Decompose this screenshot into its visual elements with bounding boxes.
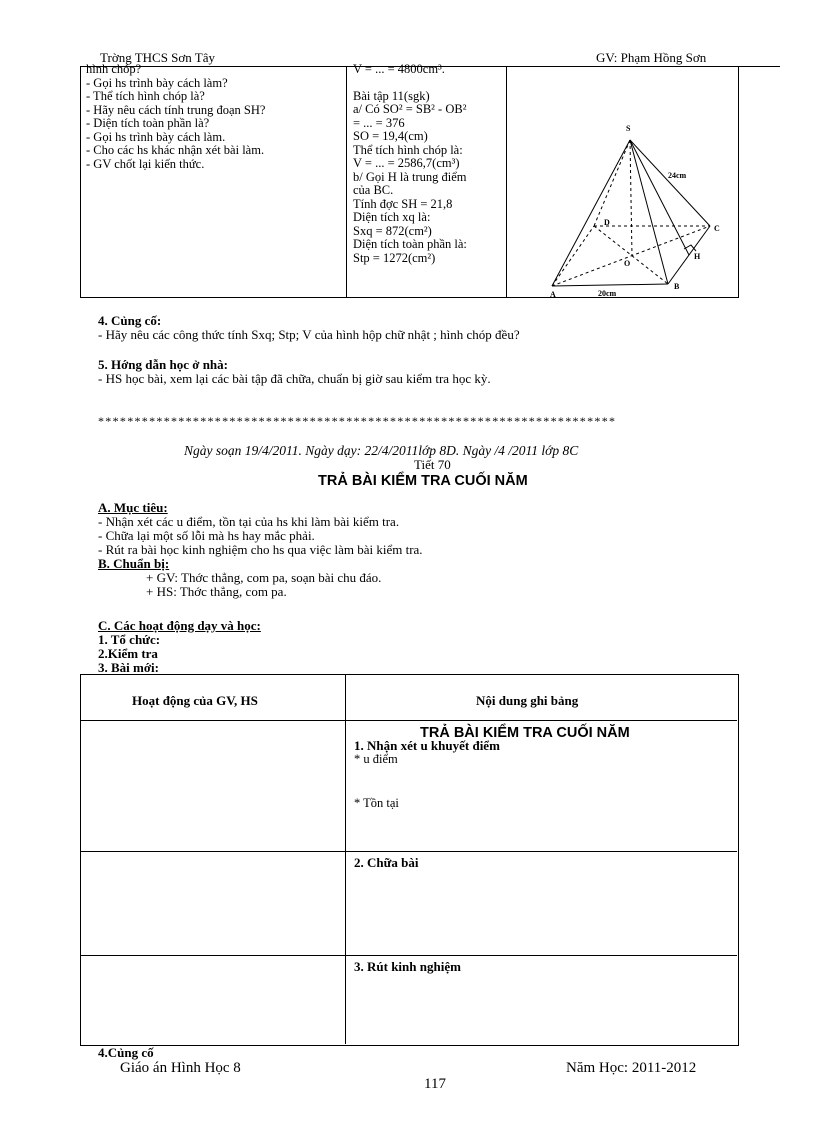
- table-header-content: Nội dung ghi bảng: [476, 693, 579, 708]
- left-line: - Hãy nêu cách tính trung đoạn SH?: [86, 102, 266, 117]
- row2-title: 2. Chữa bài: [354, 855, 419, 870]
- section-5-text: - HS học bài, xem lại các bài tập đã chữa, chuẩn bị giờ sau kiểm tra học kỳ.: [98, 371, 491, 386]
- right-line: Stp = 1272(cm²): [353, 250, 436, 265]
- right-line: Diện tích toàn phần là:: [353, 237, 467, 251]
- top-table-divider-1: [346, 67, 347, 297]
- objective-item: - Nhận xét các u điểm, tồn tại của hs khi làm bài kiểm tra.: [98, 514, 400, 529]
- right-line: V = ... = 4800cm³.: [353, 62, 445, 76]
- label-o: O: [624, 259, 631, 268]
- table-header-activities: Hoạt động của GV, HS: [132, 693, 258, 708]
- lesson-title: TRẢ BÀI KIỂM TRA CUỐI NĂM: [318, 473, 528, 489]
- row1-item-weaknesses: * Tồn tại: [354, 796, 399, 810]
- right-line: Tính đợc SH = 21,8: [353, 196, 453, 211]
- row3-title: 3. Rút kinh nghiệm: [354, 959, 461, 974]
- main-table-row-rule-1: [80, 851, 737, 852]
- main-table-row-rule-2: [80, 955, 737, 956]
- step-item: 3. Bài mới:: [98, 660, 160, 675]
- right-line: Diện tích xq là:: [353, 210, 431, 224]
- pyramid-figure: [540, 118, 730, 298]
- label-c: C: [714, 224, 720, 233]
- right-line: = ... = 376: [353, 115, 405, 130]
- edge-sa: [552, 140, 630, 286]
- left-line: - GV chốt lại kiến thức.: [86, 156, 205, 171]
- objectives-heading: A. Mục tiêu:: [98, 500, 168, 515]
- lesson-period: Tiết 70: [414, 457, 451, 472]
- right-line: V = ... = 2586,7(cm³): [353, 156, 460, 170]
- step-item: 1. Tổ chức:: [98, 632, 161, 647]
- section-4-heading: 4. Củng cố:: [98, 313, 162, 328]
- main-table-header-rule: [80, 720, 737, 721]
- top-table-right-column: [353, 63, 467, 265]
- objectives-block: [98, 501, 423, 599]
- footer-left: Giáo án Hình Học 8: [120, 1060, 241, 1076]
- left-line: - Diện tích toàn phần là?: [86, 116, 210, 130]
- label-b: B: [674, 282, 680, 291]
- height-so: [630, 140, 632, 256]
- right-line: của BC.: [353, 183, 394, 197]
- objective-item: - Rút ra bài học kinh nghiệm cho hs qua việc làm bài kiểm tra.: [98, 542, 423, 557]
- edge-sb: [630, 140, 668, 284]
- objective-item: - Chữa lại một số lỗi mà hs hay mắc phải.: [98, 528, 315, 543]
- top-table-divider-2: [506, 67, 507, 297]
- diag-db: [594, 226, 668, 284]
- section-4-text: - Hãy nêu các công thức tính Sxq; Stp; V của hình hộp chữ nhật ; hình chóp đều?: [98, 327, 520, 342]
- teacher-name: GV: Phạm Hồng Sơn: [596, 50, 707, 65]
- star-separator: ***********************************************************************: [98, 414, 617, 428]
- left-line: - Gọi hs trình bày cách làm?: [86, 75, 228, 90]
- edge-sc: [630, 140, 710, 226]
- left-line: - Thể tích hình chóp là?: [86, 89, 205, 103]
- label-s: S: [626, 124, 631, 133]
- left-line: - Gọi hs trình bày cách làm.: [86, 129, 226, 144]
- row1-title: 1. Nhận xét u khuyết điểm: [354, 738, 500, 753]
- top-table-left-column: [86, 63, 265, 171]
- right-line: Sxq = 872(cm²): [353, 223, 432, 238]
- school-name: Trờng THCS Sơn Tây: [100, 50, 216, 65]
- edge-sd: [594, 140, 630, 226]
- right-line: Thể tích hình chóp là:: [353, 142, 463, 157]
- right-line: a/ Có SO² = SB² - OB²: [353, 102, 467, 116]
- main-table-divider: [345, 674, 346, 1044]
- footer-right: Năm Học: 2011-2012: [566, 1060, 697, 1076]
- prep-item: + HS: Thớc thẳng, com pa.: [146, 584, 287, 599]
- lesson-date-line: Ngày soạn 19/4/2011. Ngày dạy: 22/4/2011lớp 8D. Ngày /4 /2011 lớp 8C: [184, 443, 579, 458]
- section-5: [98, 358, 491, 386]
- step-item: 2.Kiểm tra: [98, 646, 158, 661]
- prep-item: + GV: Thớc thẳng, com pa, soạn bài chu đáo.: [146, 570, 382, 585]
- right-line: SO = 19,4(cm): [353, 129, 428, 143]
- prep-heading: B. Chuẩn bị:: [98, 556, 170, 571]
- right-line: b/ Gọi H là trung điểm: [353, 169, 467, 184]
- edge-ab: [552, 284, 668, 286]
- left-line: - Cho các hs khác nhận xét bài làm.: [86, 143, 265, 157]
- section-5-heading: 5. Hớng dẫn học ở nhà:: [98, 357, 228, 372]
- row1-item-strengths: * u điểm: [354, 752, 398, 766]
- label-base-20cm: 20cm: [598, 289, 617, 298]
- activities-block: [98, 619, 261, 675]
- label-edge-24cm: 24cm: [668, 171, 687, 180]
- left-line: hình chóp?: [86, 62, 142, 76]
- label-h: H: [694, 252, 701, 261]
- slant-sh: [630, 140, 689, 255]
- right-line: Bài tập 11(sgk): [353, 88, 430, 103]
- activities-heading: C. Các hoạt động dạy và học:: [98, 618, 261, 633]
- label-a: A: [550, 290, 556, 298]
- table-overlay-title: TRẢ BÀI KIỂM TRA CUỐI NĂM: [420, 725, 630, 741]
- edge-ad: [552, 226, 594, 286]
- end-heading: 4.Củng cố: [98, 1045, 154, 1060]
- page-number: 117: [424, 1076, 446, 1092]
- label-d: D: [604, 218, 610, 227]
- section-4: [98, 314, 520, 342]
- diag-ac: [552, 226, 710, 286]
